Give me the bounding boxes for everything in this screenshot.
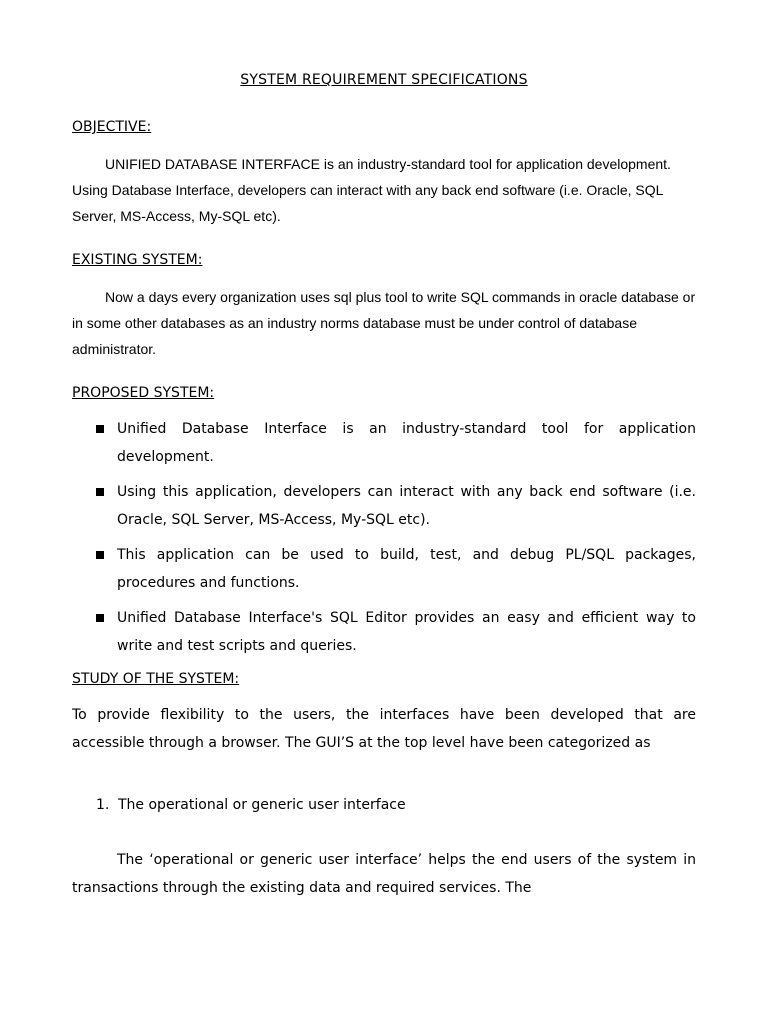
objective-text: UNIFIED DATABASE INTERFACE is an industry-standard tool for application development. Using Database Interface, developers can interact with any back end software (i.e. Oracle, SQL Server, MS-Access, My-SQL etc). <box>72 156 671 224</box>
proposed-system-heading-text: PROPOSED SYSTEM <box>72 385 210 401</box>
numbered-list-item <box>96 791 406 819</box>
study-intro-paragraph: To provide flexibility to the users, the interfaces have been developed that are accessible through a browser. The GUI’S at the top level have been categorized as <box>72 707 696 751</box>
square-bullet-icon <box>96 614 104 622</box>
square-bullet-icon <box>96 551 104 559</box>
list-item <box>94 541 696 597</box>
list-item <box>94 478 696 534</box>
proposed-system-heading <box>72 385 214 401</box>
study-body-paragraph: The ‘operational or generic user interface’ helps the end users of the system in transactions through the existing data and required services. The <box>72 852 696 896</box>
existing-system-heading <box>72 252 202 268</box>
existing-system-heading-text: EXISTING SYSTEM <box>72 252 198 268</box>
list-item-text: Unified Database Interface is an industry-standard tool for application development. <box>117 421 696 465</box>
objective-heading: OBJECTIVE: <box>72 119 152 135</box>
proposed-system-heading-colon: : <box>209 385 215 401</box>
square-bullet-icon <box>96 488 104 496</box>
existing-system-text: Now a days every organization uses sql plus tool to write SQL commands in oracle database or in some other databases as an industry norms database must be under control of database administrator. <box>72 289 696 357</box>
study-heading: STUDY OF THE SYSTEM: <box>72 671 240 687</box>
list-item <box>94 415 696 471</box>
objective-paragraph <box>72 151 702 229</box>
existing-system-heading-colon: : <box>197 252 203 268</box>
existing-system-paragraph <box>72 284 702 362</box>
proposed-system-list <box>94 415 696 667</box>
list-item-text: Using this application, developers can interact with any back end software (i.e. Oracle, SQL Server, MS-Access, My-SQL etc). <box>117 484 696 528</box>
list-number: 1. <box>96 797 110 813</box>
square-bullet-icon <box>96 425 104 433</box>
list-item-text: This application can be used to build, test, and debug PL/SQL packages, procedures and functions. <box>117 547 696 591</box>
list-item <box>94 604 696 660</box>
document-title: SYSTEM REQUIREMENT SPECIFICATIONS <box>240 72 528 88</box>
list-item-text: Unified Database Interface's SQL Editor provides an easy and efficient way to write and test scripts and queries. <box>117 610 696 654</box>
list-item-text: The operational or generic user interface <box>118 797 406 813</box>
